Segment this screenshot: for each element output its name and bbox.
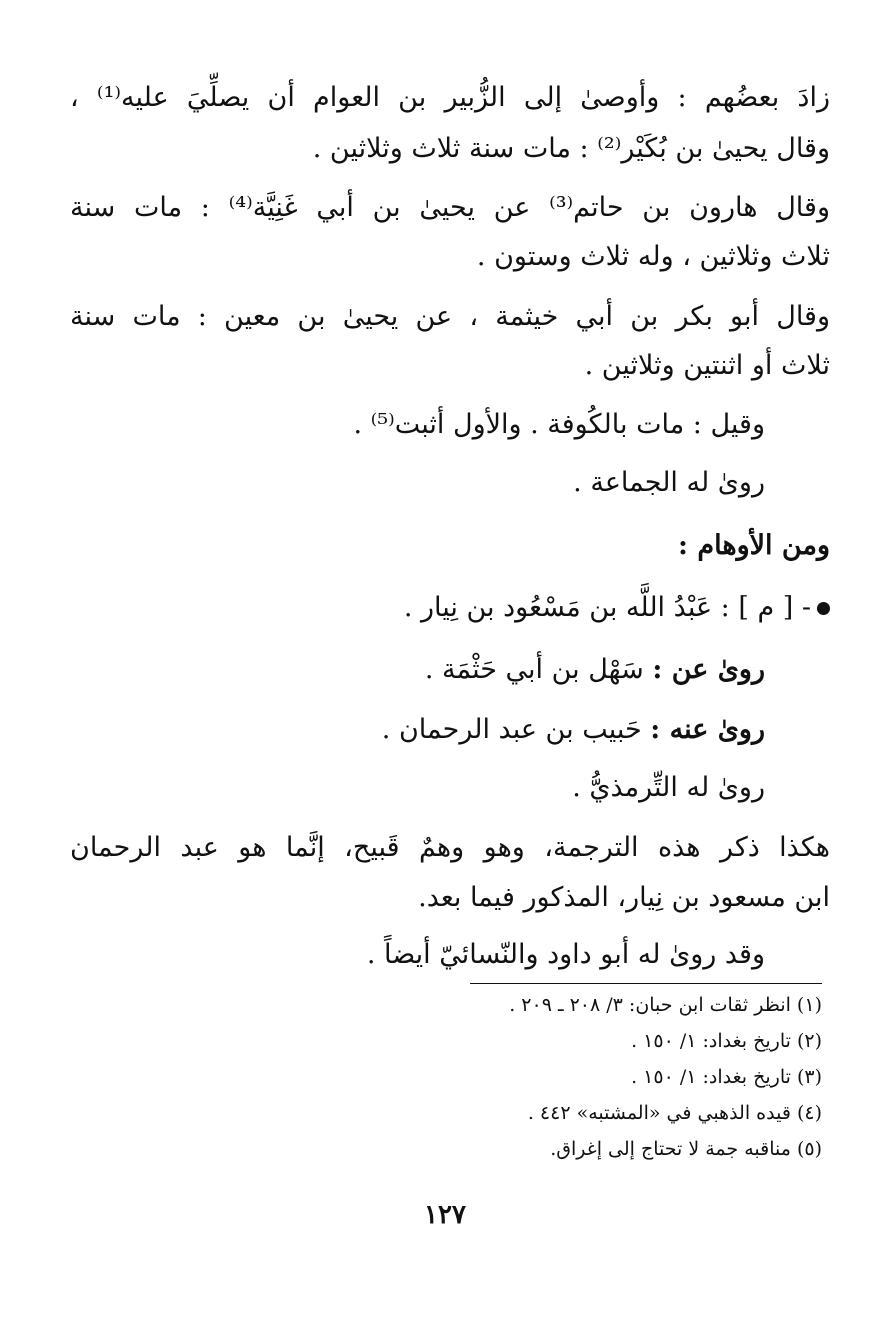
paragraph-6-line-1: هكذا ذكر هذه الترجمة، وهو وهمٌ قَبيح، إنَّما هو عبد الرحمان <box>70 832 830 863</box>
paragraph-6-line-2: ابن مسعود بن نِيار، المذكور فيما بعد. <box>418 882 830 913</box>
paragraph-2-line-2: ثلاث وثلاثين ، وله ثلاث وستون . <box>476 241 830 272</box>
footnote-4: (٤) قيده الذهبي في «المشتبه» ٤٤٢ . <box>527 1102 822 1124</box>
narrated-for-line: روىٰ له التِّرمذيُّ . <box>572 772 765 803</box>
paragraph-3-line-1: وقال أبو بكر بن أبي خيثمة ، عن يحيىٰ بن معين : مات سنة <box>70 301 830 332</box>
footnote-2: (٢) تاريخ بغداد: ١/ ١٥٠ . <box>631 1030 822 1052</box>
paragraph-4: وقيل : مات بالكُوفة . والأول أثبت⁽⁵⁾ . <box>353 409 765 440</box>
section-heading: ومن الأوهام : <box>678 530 830 561</box>
footnote-1: (١) انظر ثقات ابن حبان: ٣/ ٢٠٨ ـ ٢٠٩ . <box>509 994 822 1016</box>
narrated-by-line <box>382 710 765 750</box>
narrated-from-label: روىٰ عن : <box>652 654 765 685</box>
paragraph-7: وقد روىٰ له أبو داود والنّسائيّ أيضاً . <box>366 939 765 970</box>
narrated-from-value: سَهْل بن أبي حَثْمَة . <box>424 654 644 685</box>
narrated-by-label: روىٰ عنه : <box>650 714 765 745</box>
paragraph-2-line-1: وقال هارون بن حاتم⁽³⁾ عن يحيىٰ بن أبي غَنِيَّة⁽⁴⁾ : مات سنة <box>70 192 830 223</box>
footnote-5: (٥) مناقبه جمة لا تحتاج إلى إغراق. <box>550 1138 822 1160</box>
entry-title: - [ م ] : عَبْدُ اللَّه بن مَسْعُود بن نِيار . <box>403 592 811 623</box>
bullet-icon <box>817 602 830 615</box>
footnote-divider <box>470 983 822 984</box>
page-number: ١٢٧ <box>424 1200 466 1230</box>
paragraph-1-line-2: وقال يحيىٰ بن بُكَيْر⁽²⁾ : مات سنة ثلاث وثلاثين . <box>312 133 830 164</box>
footnote-3: (٣) تاريخ بغداد: ١/ ١٥٠ . <box>631 1066 822 1088</box>
paragraph-3-line-2: ثلاث أو اثنتين وثلاثين . <box>584 350 830 381</box>
narrated-from-line <box>425 650 765 690</box>
entry-line <box>404 588 830 628</box>
paragraph-5: روىٰ له الجماعة . <box>573 467 765 498</box>
narrated-by-value: حَبيب بن عبد الرحمان . <box>381 714 642 745</box>
paragraph-1-line-1: زادَ بعضُهم : وأوصىٰ إلى الزُّبير بن العوام أن يصلِّيَ عليه⁽¹⁾ ، <box>70 82 830 113</box>
